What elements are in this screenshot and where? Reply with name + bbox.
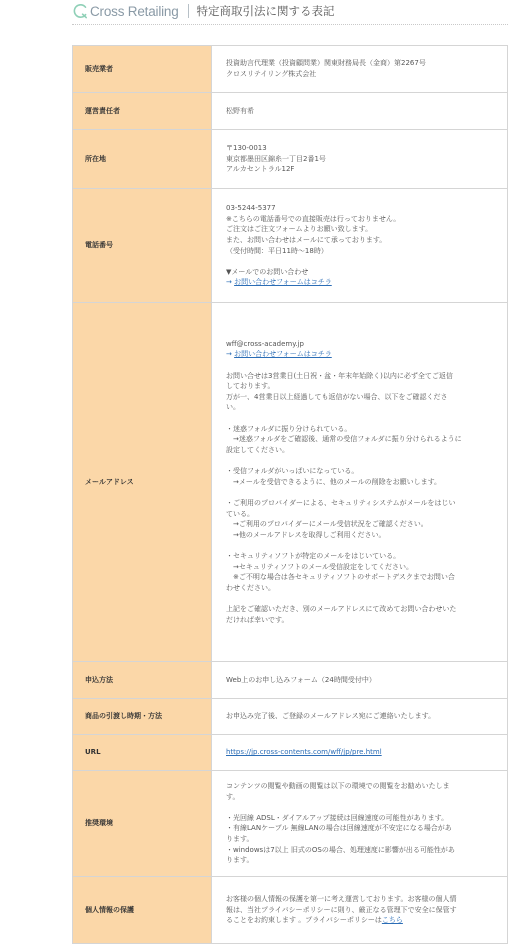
- value-line: ▼メールでのお問い合わせ: [226, 267, 309, 276]
- value-line: ・受信フォルダがいっぱいになっている。: [226, 467, 359, 476]
- row-value: [212, 771, 508, 877]
- line-spacer: [226, 256, 494, 267]
- value-line: お客様の個人情報の保護を第一に考え運営しております。お客様の個人情: [226, 895, 457, 904]
- contact-form-link[interactable]: お問い合わせフォームはコチラ: [234, 350, 332, 359]
- row-value: [212, 46, 508, 93]
- page-title: 特定商取引法に関する表記: [196, 4, 335, 18]
- row-value: [212, 735, 508, 771]
- line-spacer: [226, 413, 494, 424]
- logo-text: Cross Retailing: [90, 3, 179, 19]
- value-line: す。: [226, 792, 240, 801]
- value-line: [226, 277, 494, 288]
- value-line: 松野有希: [226, 106, 254, 115]
- value-line: 〒130-0013: [226, 144, 267, 153]
- header-dotted-rule: [72, 24, 508, 25]
- contact-form-link[interactable]: こちら: [381, 916, 403, 925]
- contact-form-link[interactable]: お問い合わせフォームはコチラ: [234, 278, 332, 287]
- row-value: [212, 662, 508, 699]
- value-line: 東京都墨田区錦糸一丁目2番1号: [226, 154, 326, 163]
- line-spacer: [226, 360, 494, 371]
- row-label: 推奨環境: [73, 771, 212, 877]
- url-link[interactable]: https://jp.cross-contents.com/wff/jp/pre.html: [226, 748, 382, 757]
- value-line: クロスリテイリング株式会社: [226, 70, 317, 78]
- row-value: [212, 699, 508, 735]
- value-line: お申込み完了後、ご登録のメールアドレス宛にご連絡いたします。: [226, 712, 436, 721]
- value-line: 万が一、4営業日以上経過しても返信がない場合、以下をご確認くださ: [226, 392, 448, 401]
- line-spacer: [226, 487, 494, 498]
- value-line: アルカセントラル12F: [226, 165, 295, 174]
- value-line: ・セキュリティソフトが特定のメールをはじいている。: [226, 552, 401, 560]
- line-spacer: [226, 455, 494, 466]
- value-line: ります。: [226, 856, 254, 865]
- table-row: [73, 303, 508, 662]
- value-line: 投資助言代理業（投資顧問業）関東財務局長（金商）第2267号: [226, 59, 426, 68]
- table-row: [73, 93, 508, 130]
- logo[interactable]: [72, 3, 179, 19]
- value-line: →ご利用のプロバイダーにメール受信状況をご確認ください。: [226, 520, 428, 529]
- row-label: 個人情報の保護: [73, 877, 212, 944]
- row-label: 運営責任者: [73, 93, 212, 130]
- value-line: ります。: [226, 835, 254, 844]
- value-line: ・光回線 ADSL・ダイアルアップ接続は回線速度の可能性があります。: [226, 813, 449, 822]
- row-value: [212, 189, 508, 303]
- value-line: また、お問い合わせはメールにて承っております。: [226, 235, 387, 244]
- value-line: [226, 915, 494, 926]
- row-label: 商品の引渡し時期・方法: [73, 699, 212, 735]
- cross-retailing-logo-icon: [72, 3, 88, 19]
- arrow-icon: →: [226, 350, 235, 359]
- value-line: ている。: [226, 509, 254, 518]
- value-line: （受付時間：平日11時〜18時）: [226, 246, 328, 255]
- table-row: [73, 662, 508, 699]
- value-line: わせください。: [226, 583, 275, 592]
- value-line: い。: [226, 403, 240, 412]
- arrow-icon: →: [226, 278, 235, 287]
- value-line: ・迷惑フォルダに振り分けられている。: [226, 424, 352, 433]
- value-line: [226, 747, 494, 758]
- row-label: 所在地: [73, 130, 212, 189]
- table-row: [73, 189, 508, 303]
- value-line: コンテンツの閲覧や動画の閲覧は以下の環境での閲覧をお勧めいたしま: [226, 782, 450, 791]
- value-line: 上記をご確認いただき、別のメールアドレスにて改めてお問い合わせいた: [226, 605, 457, 614]
- table-row: [73, 699, 508, 735]
- line-spacer: [226, 540, 494, 551]
- value-line: ・ご利用のプロバイダーによる、セキュリティシステムがメールをはじい: [226, 498, 456, 507]
- legal-notice-table: [72, 45, 508, 944]
- value-line: だければ幸いです。: [226, 615, 289, 624]
- value-line: Web上のお申し込みフォーム（24時間受付中）: [226, 675, 376, 684]
- value-line: お問い合せは3営業日(土日祝・盆・年末年始除く)以内に必ず全てご返信: [226, 371, 453, 380]
- row-value: [212, 93, 508, 130]
- row-label: 電話番号: [73, 189, 212, 303]
- row-label: メールアドレス: [73, 303, 212, 662]
- value-line: 設定してください。: [226, 445, 289, 454]
- table-row: [73, 130, 508, 189]
- row-value: [212, 303, 508, 662]
- header-divider: [188, 4, 189, 18]
- table-row: [73, 771, 508, 877]
- value-line: ※こちらの電話番号での直接販売は行っておりません。: [226, 214, 401, 223]
- line-spacer: [226, 802, 494, 813]
- value-line: [226, 349, 494, 360]
- value-line: →セキュリティソフトのメール受信設定をしてください。: [226, 562, 414, 571]
- row-label: 販売業者: [73, 46, 212, 93]
- table-row: [73, 877, 508, 944]
- value-line: ご注文はご注文フォームよりお願い致します。: [226, 225, 373, 234]
- value-line: →迷惑フォルダをご確認後、通常の受信フォルダに振り分けられるように: [226, 435, 462, 444]
- table-row: [73, 46, 508, 93]
- value-line: 03-5244-5377: [226, 204, 276, 213]
- value-line: wff@cross-academy.jp: [226, 339, 304, 348]
- row-value: [212, 130, 508, 189]
- value-line: →メールを受信できるように、他のメールの削除をお願いします。: [226, 477, 442, 486]
- value-line: →他のメールアドレスを取得しご利用ください。: [226, 530, 386, 539]
- page-header: [72, 0, 512, 22]
- value-line: ・有線LANケーブル 無線LANの場合は回線速度が不安定になる場合があ: [226, 824, 452, 833]
- value-line: 報は、当社プライバシーポリシーに則り、厳正なる管理下で安全に保管す: [226, 905, 457, 914]
- value-line: ※ご不明な場合は各セキュリティソフトのサポートデスクまでお問い合: [226, 573, 455, 582]
- value-line: しております。: [226, 382, 275, 391]
- row-value: [212, 877, 508, 944]
- line-spacer: [226, 594, 494, 605]
- row-label: URL: [73, 735, 212, 771]
- value-line: ・windowsは7以上 旧式のOSの場合、処理速度に影響が出る可能性があ: [226, 845, 455, 854]
- line-text: ることをお約束します 。プライバシーポリシーは: [226, 916, 382, 925]
- table-row: [73, 735, 508, 771]
- row-label: 申込方法: [73, 662, 212, 699]
